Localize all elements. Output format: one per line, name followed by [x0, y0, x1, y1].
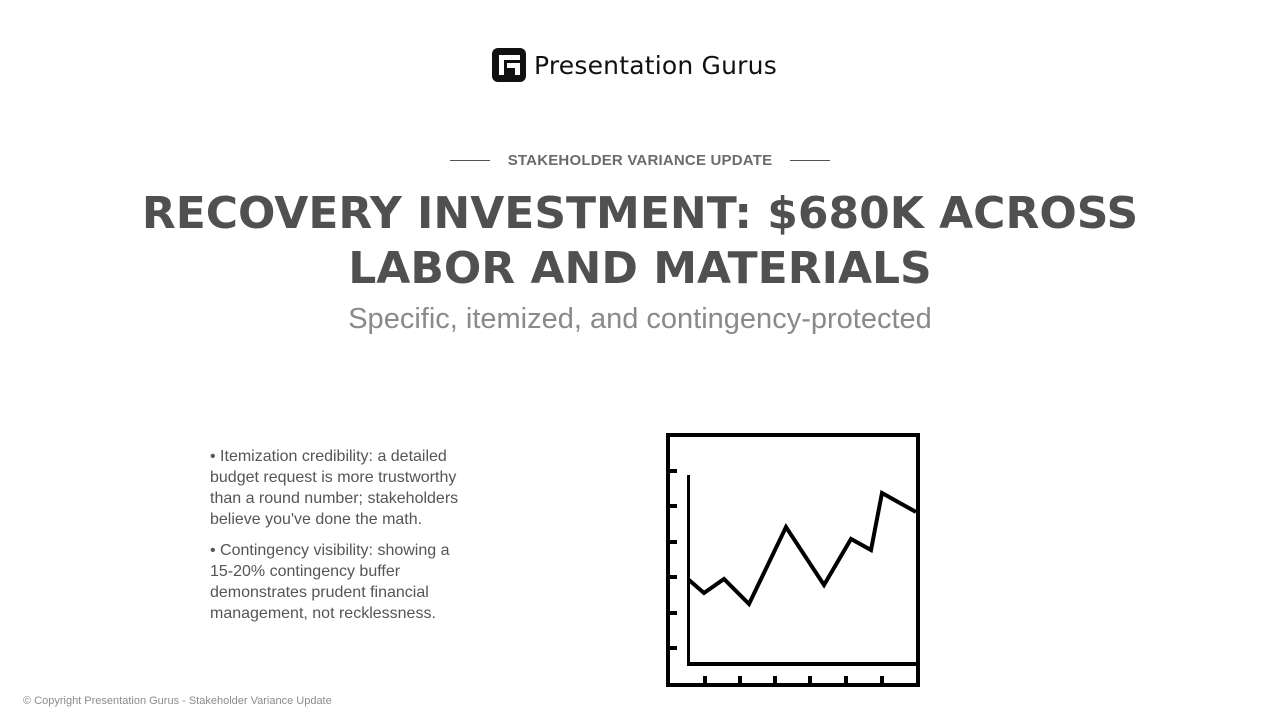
eyebrow-label: STAKEHOLDER VARIANCE UPDATE	[507, 152, 773, 169]
brand-logo	[492, 47, 777, 83]
slide-title: RECOVERY INVESTMENT: $680K ACROSS LABOR AND MATERIALS	[141, 188, 1139, 294]
bullet-item: • Itemization credibility: a detailed budget request is more trustworthy than a round number; stakeholders believe you've done the math.	[210, 448, 459, 528]
slide-subtitle: Specific, itemized, and contingency-protected	[348, 303, 932, 335]
bullet-list	[210, 446, 465, 634]
eyebrow-line-left	[450, 160, 490, 161]
footer-copyright: © Copyright Presentation Gurus - Stakeholder Variance Update	[23, 695, 332, 707]
bullet-item: • Contingency visibility: showing a 15-20% contingency buffer demonstrates prudent financial management, not recklessness.	[210, 542, 450, 622]
brand-name: Presentation Gurus	[534, 50, 777, 80]
line-chart-icon	[664, 431, 922, 689]
eyebrow	[0, 152, 1280, 169]
pg-logo-icon	[492, 48, 526, 82]
eyebrow-line-right	[790, 160, 830, 161]
